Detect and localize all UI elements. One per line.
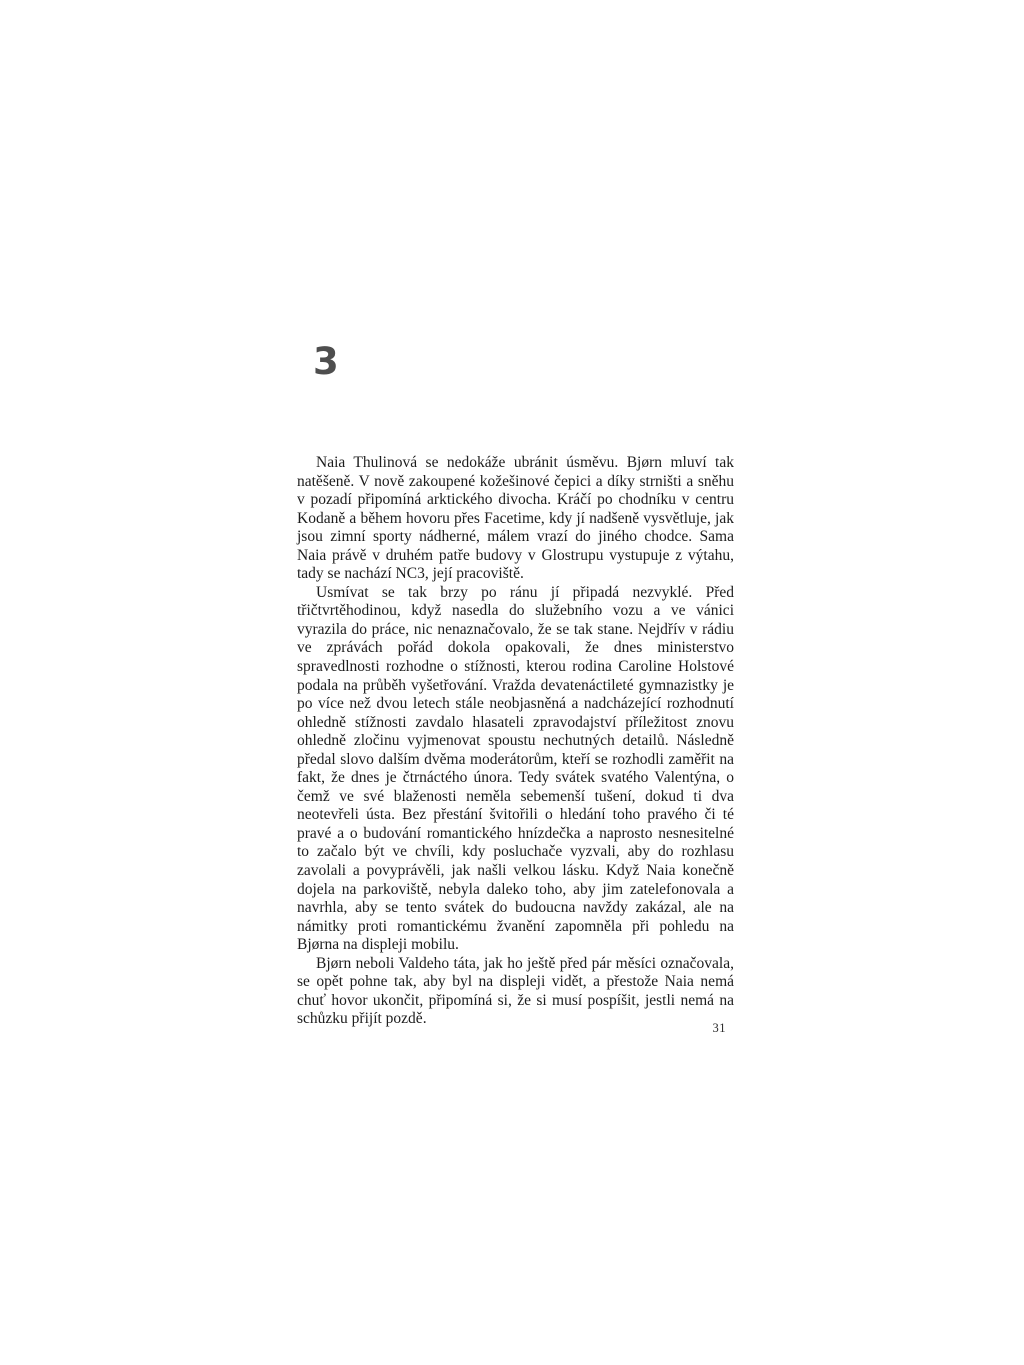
paragraph: Naia Thulinová se nedokáže ubránit úsměvu. Bjørn mluví tak natěšeně. V nově zakoupené kožešinové čepici a díky strništi a sněhu v pozadí připomíná arktického divocha. Kráčí po chodníku v centru Kodaně a během hovoru přes Facetime, kdy jí nadšeně vysvětluje, jak jsou zimní sporty nádherné, málem vrazí do jiného chodce. Sama Naia právě v druhém patře budovy v Glostrupu vystupuje z výtahu, tady se nachází NC3, její pracoviště. [297,454,734,583]
paragraph: Bjørn neboli Valdeho táta, jak ho ještě před pár měsíci označovala, se opět pohne tak, aby byl na displeji vidět, a přestože Naia nemá chuť hovor ukončit, připomíná si, že si musí pospíšit, jestli nemá na schůzku přijít pozdě. [297,954,734,1028]
page-number: 31 [712,1021,726,1035]
body-text [297,454,734,1029]
paragraph: Usmívat se tak brzy po ránu jí připadá nezvyklé. Před třičtvrtěhodinou, když nasedla do služebního vozu a ve vánici vyrazila do práce, nic nenaznačovalo, že se tak stane. Nejdřív v rádiu ve zprávách pořád dokola opakovali, že dnes ministerstvo spravedlnosti rozhodne o stížnosti, kterou rodina Caroline Holstové podala na průběh vyšetřování. Vražda devatenáctileté gymnazistky je po více než dvou letech stále neobjasněná a nadcházející rozhodnutí ohledně stížnosti zavdalo hlasateli zpravodajství příležitost znovu ohledně zločinu vyjmenovat spoustu nechutných detailů. Následně předal slovo dalším dvěma moderátorům, kteří se rozhodli zaměřit na fakt, že dnes je čtrnáctého února. Tedy svátek svatého Valentýna, o čemž ve své blaženosti neměla sebemenší tušení, dokud ti dva neotevřeli ústa. Bez přestání švitořili o hledání toho pravého či té pravé a o budování romantického hnízdečka a naprosto nesnesitelné to začalo být ve chvíli, kdy posluchače vyzvali, aby do rozhlasu zavolali a povyprávěli, jak našli velkou lásku. Když Naia konečně dojela na parkoviště, nebyla daleko toho, aby jim zatelefonovala a navrhla, aby se tento svátek do budoucna navždy zakázal, ale na námitky proti romantickému žvanění zapomněla při pohledu na Bjørna na displeji mobilu. [297,583,734,954]
chapter-number: 3 [313,340,340,383]
